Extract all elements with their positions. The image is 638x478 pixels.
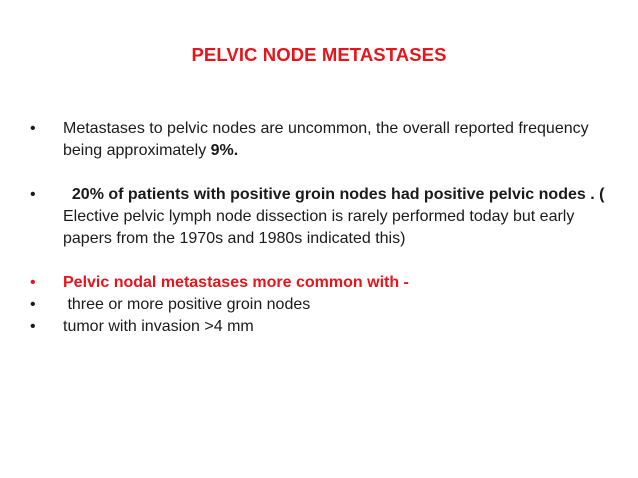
bullet-dot-icon: •: [30, 274, 36, 291]
bullet-dot-icon: •: [30, 318, 36, 335]
bullet-text-bold: 9%.: [210, 142, 239, 159]
bullet-text: Elective pelvic lymph node dissection is rarely performed today but early papers from the 1970s and 1980s indicated this): [63, 208, 575, 247]
slide-title: PELVIC NODE METASTASES: [191, 44, 447, 65]
bullet-dot-icon: •: [30, 186, 36, 203]
bullet-item-groin-nodes: [30, 184, 610, 250]
bullet-text-bold: 20% of patients with positive groin nodes had positive pelvic nodes . (: [63, 186, 609, 203]
bullet-text: tumor with invasion >4 mm: [63, 318, 254, 335]
bullet-item-invasion: [30, 316, 610, 338]
bullet-text-bold-red: Pelvic nodal metastases more common with -: [63, 274, 409, 291]
bullet-dot-icon: •: [30, 120, 36, 137]
bullet-dot-icon: •: [30, 296, 36, 313]
bullet-item-three-nodes: [30, 294, 610, 316]
bullet-list: [30, 118, 610, 338]
bullet-item-common-with: [30, 272, 610, 294]
bullet-text: three or more positive groin nodes: [63, 296, 311, 313]
bullet-text: Metastases to pelvic nodes are uncommon, the overall reported frequency being approximately: [63, 120, 589, 159]
bullet-item-frequency: [30, 118, 610, 162]
